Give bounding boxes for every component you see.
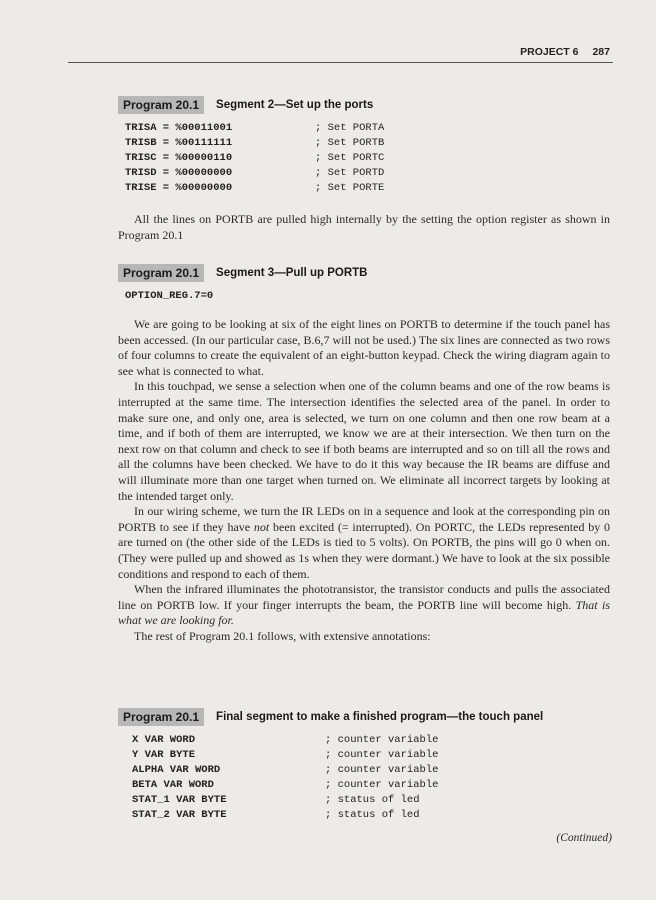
header-rule (68, 62, 613, 63)
segment3-heading (118, 264, 367, 282)
segment2-badge: Program 20.1 (118, 96, 204, 114)
paragraph-option-register: All the lines on PORTB are pulled high internally by the setting the option register as shown in Program 20.1 (118, 212, 610, 242)
paragraph: When the infrared illuminates the phototransistor, the transistor conducts and pulls the associated line on PORTB low. If your finger interrupts the beam, the PORTB line will become high. That is what we are looking for. (118, 582, 611, 628)
code-line: STAT_2 VAR BYTE ; status of led (132, 809, 420, 821)
code-line: Y VAR BYTE ; counter variable (132, 749, 439, 761)
code-line: X VAR WORD ; counter variable (132, 734, 439, 746)
segment3-badge: Program 20.1 (118, 264, 204, 282)
code-line: OPTION_REG.7=0 (125, 290, 214, 302)
final-segment-caption: Final segment to make a finished program—the touch panel (216, 711, 544, 723)
paragraph: We are going to be looking at six of the eight lines on PORTB to determine if the touch panel has been accessed. (In our particular case, B.6,7 will not be used.) The six lines are connected as two rows of four columns to create the equivalent of an eight-button keypad. Check the wiring diagram again to see what is connected to what. (118, 317, 610, 378)
final-segment-badge: Program 20.1 (118, 708, 204, 726)
segment3-code (125, 290, 213, 305)
paragraph: In this touchpad, we sense a selection when one of the column beams and one of the row beams is interrupted at the same time. The intersection identifies the selected area of the panel. In order to make sure one, and only one, area is selected, we turn on one column and then one row beam at a time, and if both of them are interrupted, we know we are at their intersection. We then turn on the next row on that column and check to see if both beams are interrupted and so on till all the rows and all the columns have been checked. We have to do it this way because the IR beams are diffuse and will illuminate more than one target when turned on. We eliminate all incorrect targets by looking at the intended target only. (118, 379, 610, 503)
code-line: TRISA = %00011001 ; Set PORTA (125, 122, 385, 134)
code-line: BETA VAR WORD ; counter variable (132, 779, 439, 791)
code-line: TRISB = %00111111 ; Set PORTB (125, 137, 385, 149)
continued-note: (Continued) (556, 832, 612, 844)
paragraph: In our wiring scheme, we turn the IR LEDs on in a sequence and look at the corresponding pin on PORTB to see if they have not been excited (= interrupted). On PORTC, the LEDs represented by 0 are turned on (the other side of the LEDs is tied to 5 volts). On PORTB, the pins will go 0 when on. (They were pulled up and showed as 1s when they were dormant.) We have to look at the six possible conditions and respond to each of them. (118, 504, 610, 581)
header-page-number: 287 (592, 46, 610, 58)
header-project: PROJECT 6 (520, 46, 579, 58)
final-segment-code (132, 734, 438, 824)
segment2-heading (118, 96, 373, 114)
segment2-caption: Segment 2—Set up the ports (216, 99, 374, 111)
code-line: TRISD = %00000000 ; Set PORTD (125, 167, 385, 179)
body-text (118, 317, 610, 644)
code-line: TRISE = %00000000 ; Set PORTE (125, 182, 385, 194)
code-line: STAT_1 VAR BYTE ; status of led (132, 794, 420, 806)
code-line: TRISC = %00000110 ; Set PORTC (125, 152, 385, 164)
code-line: ALPHA VAR WORD ; counter variable (132, 764, 439, 776)
final-segment-heading (118, 708, 543, 726)
segment2-code (125, 122, 384, 197)
paragraph: The rest of Program 20.1 follows, with extensive annotations: (134, 628, 431, 643)
running-header (70, 46, 610, 58)
segment3-caption: Segment 3—Pull up PORTB (216, 267, 368, 279)
